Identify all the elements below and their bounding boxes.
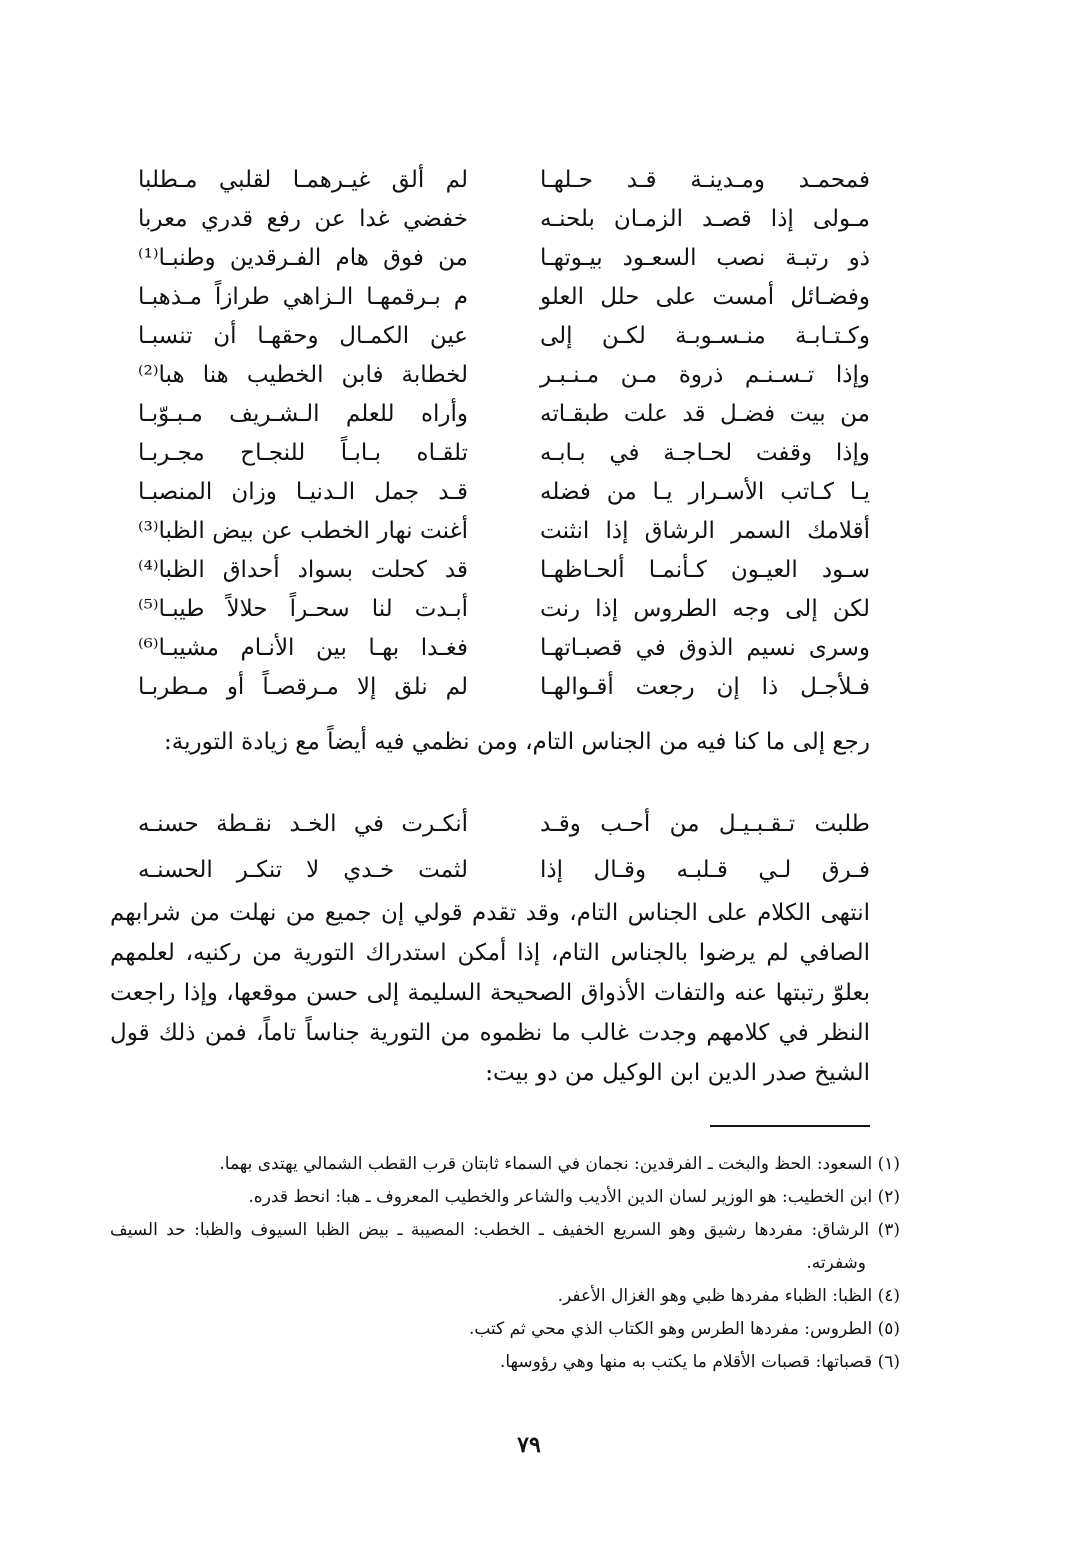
verse-first-hemistich: طلبت تـقـبـيـل من أحـب وقـد: [540, 811, 870, 837]
footnote: (٦) قصباتها: قصبات الأقلام ما يكتب به منها وهي رؤوسها.: [499, 1352, 900, 1372]
footnote: (٣) الرشاق: مفردها رشيق وهو السريع الخفيف ـ الخطب: المصيبة ـ بيض الظبا السيوف والظبا: حد السيف وشفرته.: [110, 1220, 900, 1273]
verse-first-hemistich: يـا كـاتب الأسـرار يـا من فضله: [540, 479, 870, 505]
verse-second-hemistich: لم نلق إلا مـرقصـاً أو مـطربـا: [138, 674, 468, 700]
verse-first-hemistich: فـرق لـي قـلبـه وقـال إذا: [540, 857, 870, 883]
verse-line: [0, 474, 1078, 510]
verse-line: [0, 513, 1078, 549]
verse-line: [0, 279, 1078, 315]
verse-line: [0, 852, 1078, 888]
verse-first-hemistich: ذو رتبـة نصب السعـود بيـوتهـا: [540, 245, 870, 271]
verse-first-hemistich: وفضـائل أمست على حلل العلو: [540, 284, 870, 310]
page-number: ٧٩: [517, 1432, 541, 1458]
verse-line: [0, 806, 1078, 842]
verse-second-hemistich: أنكـرت في الخـد نقـطة حسنـه: [138, 811, 468, 837]
verse-second-hemistich: قـد جمل الـدنيـا وزان المنصبـا: [138, 479, 468, 505]
verse-first-hemistich: فـلأجـل ذا إن رجعت أقـوالهـا: [540, 674, 870, 700]
verse-line: [0, 357, 1078, 393]
verse-second-hemistich: م بـرقمهـا الـزاهي طرازاً مـذهبـا: [138, 284, 468, 310]
verse-line: [0, 201, 1078, 237]
verse-line: [0, 240, 1078, 276]
footnote: (٢) ابن الخطيب: هو الوزير لسان الدين الأديب والشاعر والخطيب المعروف ـ هبا: انحط قدره.: [248, 1187, 900, 1207]
verse-second-hemistich: لخطابة فابن الخطيب هنا هبا⁽²⁾: [138, 362, 468, 388]
verse-line: [0, 435, 1078, 471]
verse-first-hemistich: وكـتـابـة منـسـوبـة لكـن إلى: [540, 323, 870, 349]
verse-first-hemistich: لكن إلى وجه الطروس إذا رنت: [540, 596, 870, 622]
verse-second-hemistich: لثمت خـدي لا تنكـر الحسنـه: [138, 857, 468, 883]
verse-first-hemistich: وسرى نسيم الذوق في قصبـاتهـا: [540, 635, 870, 661]
verse-second-hemistich: من فوق هام الفـرقدين وطنبـا⁽¹⁾: [138, 245, 468, 271]
verse-second-hemistich: أبـدت لنا سحـراً حلالاً طيبـا⁽⁵⁾: [138, 596, 468, 622]
verse-line: [0, 669, 1078, 705]
verse-first-hemistich: أقلامك السمر الرشاق إذا انثنت: [540, 518, 870, 544]
verse-first-hemistich: فمحمـد ومـدينـة قـد حـلهـا: [540, 167, 870, 193]
verse-second-hemistich: تلقـاه بـابـاً للنجـاح مجـربـا: [138, 440, 468, 466]
footnote: (١) السعود: الحظ والبخت ـ الفرقدين: نجمان في السماء ثابتان قرب القطب الشمالي يهتدى بهما.: [219, 1154, 900, 1174]
verse-first-hemistich: من بيت فضـل قد علت طبقـاته: [540, 401, 870, 427]
verse-first-hemistich: سـود العيـون كـأنمـا ألحـاظهـا: [540, 557, 870, 583]
verse-second-hemistich: فغـدا بهـا بين الأنـام مشيبـا⁽⁶⁾: [138, 635, 468, 661]
footnote: (٤) الظبا: الظباء مفردها ظبي وهو الغزال الأعفر.: [557, 1286, 900, 1306]
verse-first-hemistich: وإذا وقفت لحـاجـة في بـابـه: [540, 440, 870, 466]
verse-second-hemistich: عين الكمـال وحقهـا أن تنسبـا: [138, 323, 468, 349]
transition-paragraph: رجع إلى ما كنا فيه من الجناس التام، ومن نظمي فيه أيضاً مع زيادة التورية:: [164, 729, 870, 755]
body-paragraph: انتهى الكلام على الجناس التام، وقد تقدم قولي إن جميع من نهلت من شرابهم الصافي لم يرضوا بالجناس التام، إذا أمكن استدراك التورية من ركنيه، لعلمهم بعلوّ رتبتها عنه والتفات الأذواق الصحيحة السليمة إلى حسن موقعها، وإذا راجعت النظر في كلامهم وجدت غالب ما نظموه من التورية جناساً تاماً، فمن ذلك قول الشيخ صدر الدين ابن الوكيل من دو بيت:: [110, 900, 870, 1086]
verse-second-hemistich: خفضي غدا عن رفع قدري معربا: [138, 206, 468, 232]
verse-line: [0, 396, 1078, 432]
verse-line: [0, 162, 1078, 198]
verse-line: [0, 318, 1078, 354]
verse-line: [0, 552, 1078, 588]
verse-second-hemistich: وأراه للعلم الـشـريف مـبـوّبـا: [138, 401, 468, 427]
verse-second-hemistich: لم ألق غيـرهمـا لقلبي مـطلبا: [138, 167, 468, 193]
footnotes: [110, 1148, 900, 1379]
verse-line: [0, 591, 1078, 627]
footnote: (٥) الطروس: مفردها الطرس وهو الكتاب الذي محي ثم كتب.: [468, 1319, 900, 1339]
verse-first-hemistich: مـولى إذا قصـد الزمـان بلحنـه: [540, 206, 870, 232]
footnote-separator: [710, 1125, 870, 1127]
verse-line: [0, 630, 1078, 666]
verse-second-hemistich: أغنت نهار الخطب عن بيض الظبا⁽³⁾: [138, 518, 468, 544]
verse-first-hemistich: وإذا تـسـنـم ذروة مـن مـنـبـر: [540, 362, 870, 388]
verse-second-hemistich: قد كحلت بسواد أحداق الظبا⁽⁴⁾: [138, 557, 468, 583]
